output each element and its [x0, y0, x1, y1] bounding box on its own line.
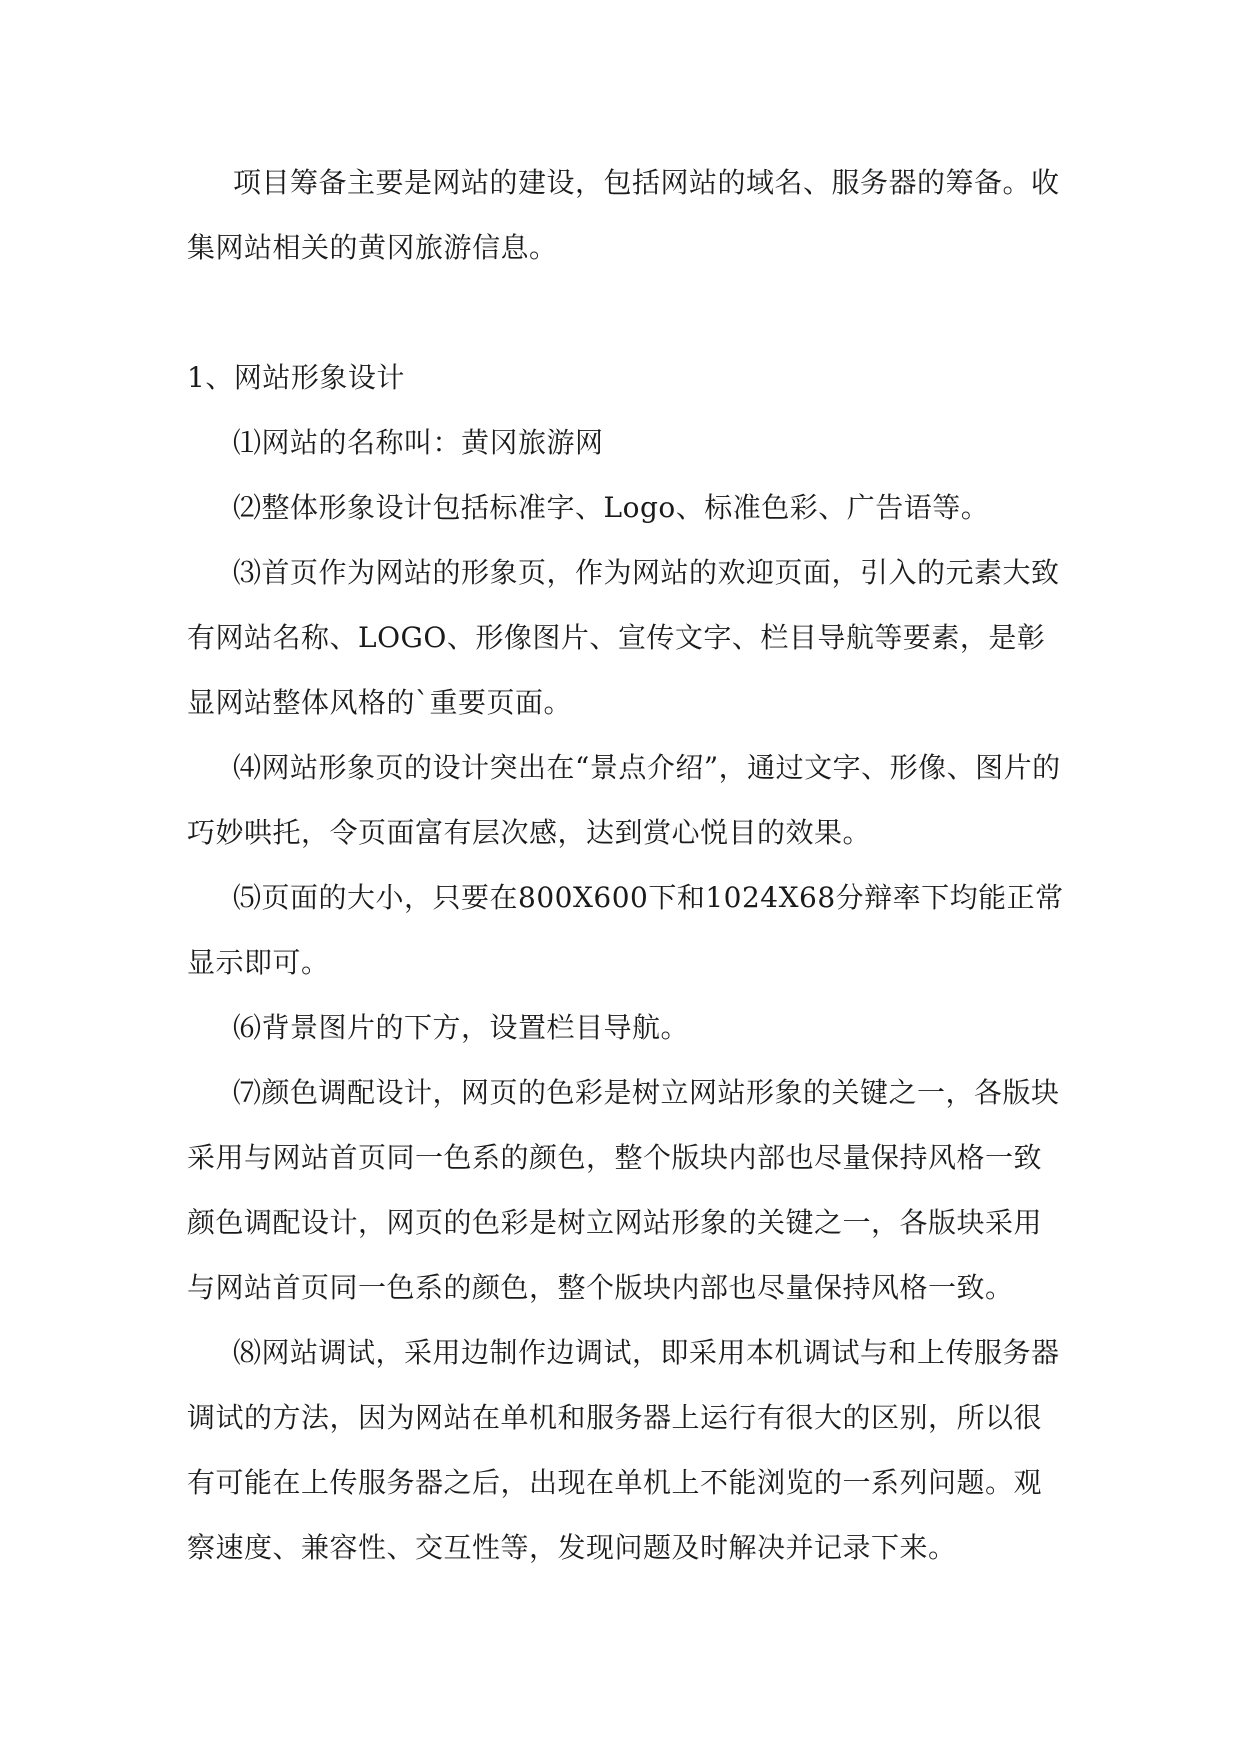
section-heading: 1、网站形象设计	[187, 361, 405, 394]
list-item: ⑺颜色调配设计，网页的色彩是树立网站形象的关键之一，各版块采用与网站首页同一色系的颜色，整个版块内部也尽量保持风格一致颜色调配设计，网页的色彩是树立网站形象的关键之一，各版块采用与网站首页同一色系的颜色，整个版块内部也尽量保持风格一致。	[187, 1076, 1060, 1304]
list-item: ⑸页面的大小，只要在800X600下和1024X68分辩率下均能正常显示即可。	[187, 881, 1064, 979]
list-item: ⑵整体形象设计包括标准字、Logo、标准色彩、广告语等。	[233, 491, 990, 524]
list-item: ⑶首页作为网站的形象页，作为网站的欢迎页面，引入的元素大致有网站名称、LOGO、形像图片、宣传文字、栏目导航等要素，是彰显网站整体风格的`重要页面。	[187, 556, 1060, 719]
list-item: ⑷网站形象页的设计突出在“景点介绍”，通过文字、形像、图片的巧妙哄托，令页面富有层次感，达到赏心悦目的效果。	[187, 751, 1061, 849]
list-item: ⑻网站调试，采用边制作边调试，即采用本机调试与和上传服务器调试的方法，因为网站在单机和服务器上运行有很大的区别，所以很有可能在上传服务器之后，出现在单机上不能浏览的一系列问题。观察速度、兼容性、交互性等，发现问题及时解决并记录下来。	[187, 1336, 1060, 1564]
intro-paragraph: 项目筹备主要是网站的建设，包括网站的域名、服务器的筹备。收集网站相关的黄冈旅游信息。	[187, 166, 1060, 264]
list-item: ⑹背景图片的下方，设置栏目导航。	[233, 1011, 690, 1044]
list-item: ⑴网站的名称叫：黄冈旅游网	[233, 426, 604, 459]
